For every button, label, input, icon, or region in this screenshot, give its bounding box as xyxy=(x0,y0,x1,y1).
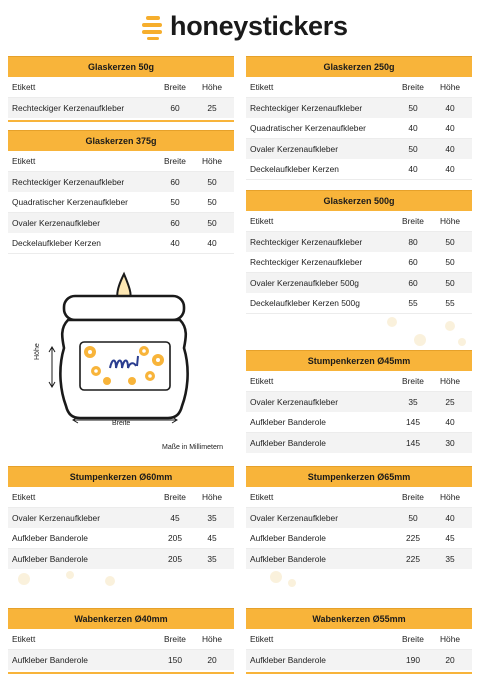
row-height: 50 xyxy=(445,278,455,288)
column-header-label: Etikett xyxy=(250,376,274,386)
row-label: Rechteckiger Kerzenaufkleber xyxy=(250,103,363,113)
table-glaskerzen-375g xyxy=(8,130,234,254)
table-bottom-rule xyxy=(8,120,234,122)
table-header-row xyxy=(8,151,234,172)
column-header-height: Höhe xyxy=(439,634,461,644)
row-label: Ovaler Kerzenaufkleber xyxy=(12,218,100,228)
brand-name: honeystickers xyxy=(170,10,348,41)
column-header-width: Breite xyxy=(402,376,424,386)
row-label: Deckelaufkleber Kerzen xyxy=(250,164,339,174)
row-label: Deckelaufkleber Kerzen xyxy=(12,238,101,248)
row-width: 40 xyxy=(408,164,418,174)
row-width: 40 xyxy=(170,238,180,248)
row-label: Ovaler Kerzenaufkleber xyxy=(250,144,338,154)
table-stumpenkerzen-65mm xyxy=(246,466,472,569)
table-row xyxy=(246,273,472,293)
row-label: Ovaler Kerzenaufkleber xyxy=(250,397,338,407)
row-label: Aufkleber Banderole xyxy=(250,655,326,665)
table-wabenkerzen-55mm xyxy=(246,608,472,674)
row-label: Quadratischer Kerzenaufkleber xyxy=(12,197,128,207)
column-header-label: Etikett xyxy=(250,82,274,92)
row-height: 20 xyxy=(445,655,455,665)
row-width: 40 xyxy=(408,123,418,133)
candle-jar-icon xyxy=(10,268,236,458)
row-width: 190 xyxy=(406,655,420,665)
row-height: 35 xyxy=(445,554,455,564)
column-header-label: Etikett xyxy=(250,216,274,226)
table-title: Glaskerzen 50g xyxy=(8,56,234,77)
table-row xyxy=(246,412,472,433)
column-header-width: Breite xyxy=(402,634,424,644)
row-label: Ovaler Kerzenaufkleber xyxy=(250,513,338,523)
row-label: Rechteckiger Kerzenaufkleber xyxy=(12,177,125,187)
table-title: Glaskerzen 375g xyxy=(8,130,234,151)
row-height: 50 xyxy=(445,237,455,247)
column-header-height: Höhe xyxy=(201,634,223,644)
table-row xyxy=(246,392,472,412)
column-header-height: Höhe xyxy=(201,492,223,502)
column-header-height: Höhe xyxy=(439,216,461,226)
table-row xyxy=(246,118,472,139)
table-title: Wabenkerzen Ø55mm xyxy=(246,608,472,629)
table-row xyxy=(8,172,234,192)
table-stumpenkerzen-60mm xyxy=(8,466,234,569)
table-title: Stumpenkerzen Ø60mm xyxy=(8,466,234,487)
row-height: 40 xyxy=(445,164,455,174)
table-header-row xyxy=(246,371,472,392)
row-height: 50 xyxy=(207,197,217,207)
row-height: 50 xyxy=(207,218,217,228)
row-width: 50 xyxy=(408,103,418,113)
table-header-row xyxy=(8,487,234,508)
brand-logo xyxy=(142,8,348,44)
table-header-row xyxy=(246,629,472,650)
table-row xyxy=(246,98,472,118)
width-label: Breite xyxy=(112,420,131,427)
column-header-width: Breite xyxy=(164,492,186,502)
row-label: Aufkleber Banderole xyxy=(250,533,326,543)
table-row xyxy=(8,213,234,233)
column-header-width: Breite xyxy=(164,156,186,166)
table-title: Glaskerzen 500g xyxy=(246,190,472,211)
row-height: 25 xyxy=(207,103,217,113)
row-label: Quadratischer Kerzenaufkleber xyxy=(250,123,366,133)
flower-decoration-icon xyxy=(380,312,470,352)
table-row xyxy=(8,528,234,549)
row-width: 150 xyxy=(168,655,182,665)
table-row xyxy=(8,233,234,254)
height-label: Höhe xyxy=(34,343,41,360)
row-width: 60 xyxy=(170,103,180,113)
table-row xyxy=(8,98,234,118)
honeycomb-logo-icon xyxy=(142,13,164,39)
table-wabenkerzen-40mm xyxy=(8,608,234,674)
flower-decoration-icon xyxy=(10,565,130,593)
row-width: 55 xyxy=(408,298,418,308)
row-width: 225 xyxy=(406,554,420,564)
row-width: 50 xyxy=(170,197,180,207)
column-header-height: Höhe xyxy=(201,156,223,166)
column-header-width: Breite xyxy=(164,634,186,644)
row-label: Aufkleber Banderole xyxy=(250,417,326,427)
row-width: 60 xyxy=(170,218,180,228)
table-row xyxy=(246,232,472,252)
row-height: 35 xyxy=(207,554,217,564)
column-header-label: Etikett xyxy=(250,634,274,644)
table-title: Wabenkerzen Ø40mm xyxy=(8,608,234,629)
column-header-label: Etikett xyxy=(12,82,36,92)
row-width: 145 xyxy=(406,438,420,448)
row-height: 25 xyxy=(445,397,455,407)
row-width: 35 xyxy=(408,397,418,407)
row-width: 205 xyxy=(168,554,182,564)
row-width: 80 xyxy=(408,237,418,247)
table-stumpenkerzen-45mm xyxy=(246,350,472,453)
column-header-height: Höhe xyxy=(439,376,461,386)
row-height: 35 xyxy=(207,513,217,523)
row-height: 45 xyxy=(445,533,455,543)
row-height: 50 xyxy=(207,177,217,187)
table-header-row xyxy=(246,211,472,232)
table-row xyxy=(246,252,472,273)
row-label: Aufkleber Banderole xyxy=(12,533,88,543)
row-label: Ovaler Kerzenaufkleber 500g xyxy=(250,278,359,288)
row-height: 40 xyxy=(445,144,455,154)
row-label: Rechteckiger Kerzenaufkleber xyxy=(250,237,363,247)
row-label: Rechteckiger Kerzenaufkleber xyxy=(12,103,125,113)
row-width: 225 xyxy=(406,533,420,543)
row-height: 40 xyxy=(445,123,455,133)
table-row xyxy=(8,650,234,670)
candle-size-illustration xyxy=(10,268,236,458)
table-row xyxy=(8,549,234,569)
table-bottom-rule xyxy=(246,672,472,674)
row-height: 40 xyxy=(445,513,455,523)
row-height: 40 xyxy=(445,103,455,113)
column-header-label: Etikett xyxy=(12,634,36,644)
row-width: 45 xyxy=(170,513,180,523)
column-header-label: Etikett xyxy=(12,156,36,166)
table-title: Stumpenkerzen Ø45mm xyxy=(246,350,472,371)
table-header-row xyxy=(246,487,472,508)
row-label: Aufkleber Banderole xyxy=(12,655,88,665)
table-header-row xyxy=(8,629,234,650)
table-header-row xyxy=(8,77,234,98)
row-height: 50 xyxy=(445,257,455,267)
column-header-height: Höhe xyxy=(439,492,461,502)
table-row xyxy=(246,650,472,670)
column-header-height: Höhe xyxy=(439,82,461,92)
column-header-label: Etikett xyxy=(250,492,274,502)
column-header-width: Breite xyxy=(402,492,424,502)
row-height: 45 xyxy=(207,533,217,543)
table-row xyxy=(246,293,472,314)
table-glaskerzen-250g xyxy=(246,56,472,180)
row-height: 40 xyxy=(445,417,455,427)
row-height: 40 xyxy=(207,238,217,248)
row-label: Aufkleber Banderole xyxy=(250,554,326,564)
column-header-height: Höhe xyxy=(201,82,223,92)
row-label: Rechteckiger Kerzenaufkleber xyxy=(250,257,363,267)
row-width: 205 xyxy=(168,533,182,543)
row-width: 145 xyxy=(406,417,420,427)
table-glaskerzen-500g xyxy=(246,190,472,314)
table-glaskerzen-50g xyxy=(8,56,234,122)
table-row xyxy=(246,549,472,569)
row-label: Aufkleber Banderole xyxy=(250,438,326,448)
row-height: 30 xyxy=(445,438,455,448)
column-header-width: Breite xyxy=(402,216,424,226)
table-row xyxy=(246,508,472,528)
row-width: 60 xyxy=(170,177,180,187)
table-row xyxy=(246,159,472,180)
column-header-label: Etikett xyxy=(12,492,36,502)
row-label: Deckelaufkleber Kerzen 500g xyxy=(250,298,360,308)
row-label: Ovaler Kerzenaufkleber xyxy=(12,513,100,523)
table-header-row xyxy=(246,77,472,98)
table-row xyxy=(8,192,234,213)
units-note: Maße in Millimetern xyxy=(162,444,224,451)
row-height: 20 xyxy=(207,655,217,665)
row-height: 55 xyxy=(445,298,455,308)
table-row xyxy=(246,433,472,453)
table-row xyxy=(246,139,472,159)
column-header-width: Breite xyxy=(164,82,186,92)
table-row xyxy=(8,508,234,528)
row-width: 50 xyxy=(408,513,418,523)
row-width: 50 xyxy=(408,144,418,154)
row-width: 60 xyxy=(408,278,418,288)
row-label: Aufkleber Banderole xyxy=(12,554,88,564)
row-width: 60 xyxy=(408,257,418,267)
table-title: Glaskerzen 250g xyxy=(246,56,472,77)
table-row xyxy=(246,528,472,549)
table-bottom-rule xyxy=(8,672,234,674)
table-title: Stumpenkerzen Ø65mm xyxy=(246,466,472,487)
column-header-width: Breite xyxy=(402,82,424,92)
